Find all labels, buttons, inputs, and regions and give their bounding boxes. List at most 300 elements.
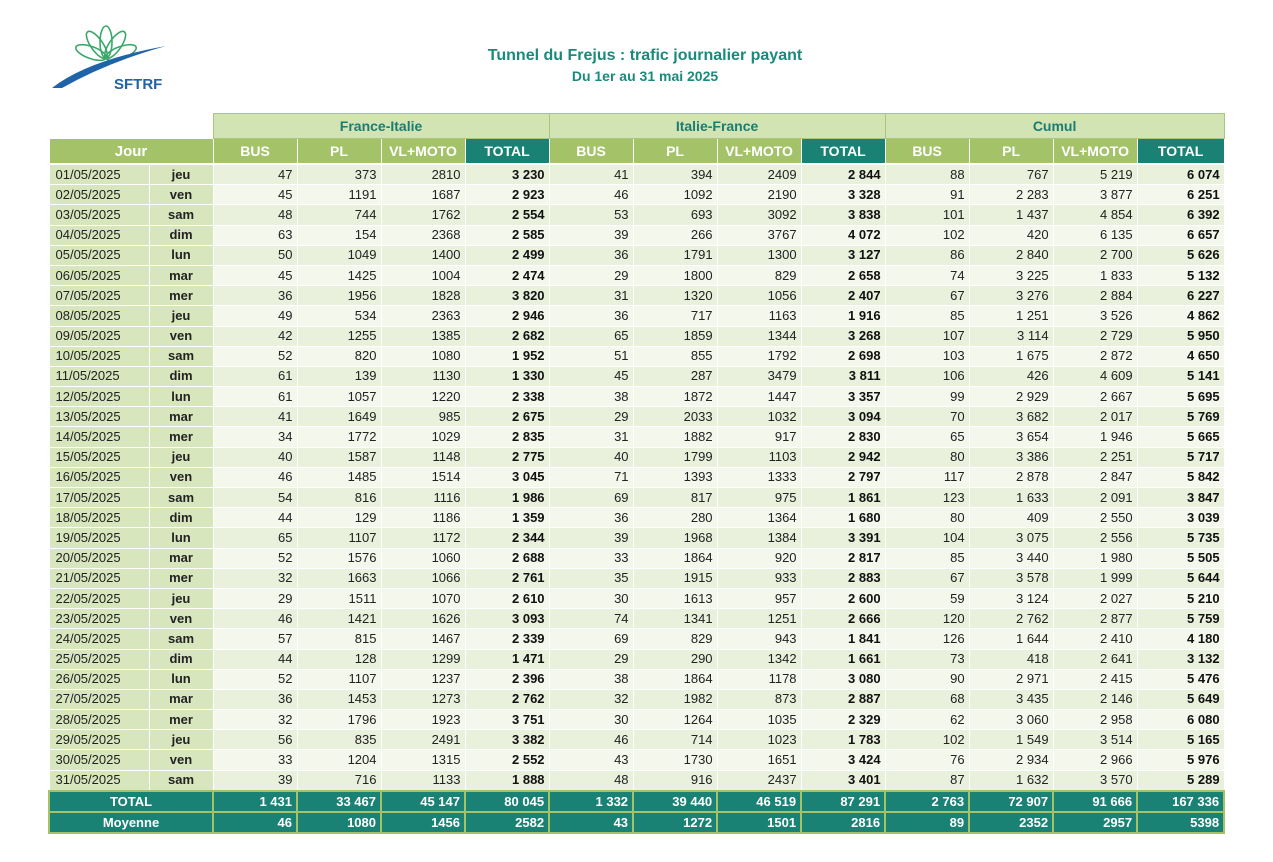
- date-cell: 29/05/2025: [49, 730, 149, 750]
- bus-cell: 32: [213, 710, 297, 730]
- total-cell: 5 476: [1137, 669, 1224, 689]
- pl-cell: 2 762: [969, 609, 1053, 629]
- total-cell: 2 844: [801, 164, 885, 185]
- pl-cell: 2033: [633, 407, 717, 427]
- vl-moto-cell: 3479: [717, 366, 801, 386]
- weekday-cell: mar: [149, 265, 213, 285]
- pl-cell: 3 114: [969, 326, 1053, 346]
- date-cell: 30/05/2025: [49, 750, 149, 770]
- bus-cell: 30: [549, 588, 633, 608]
- total-cell: 5 665: [1137, 427, 1224, 447]
- date-cell: 22/05/2025: [49, 588, 149, 608]
- weekday-cell: dim: [149, 508, 213, 528]
- bus-cell: 71: [549, 467, 633, 487]
- vl-moto-cell: 1056: [717, 286, 801, 306]
- average-cell: 2957: [1053, 812, 1137, 833]
- bus-cell: 70: [885, 407, 969, 427]
- total-cell: 3 132: [1137, 649, 1224, 669]
- header-vl-moto: VL+MOTO: [1053, 139, 1137, 165]
- group-italie-france: Italie-France: [549, 114, 885, 139]
- vl-moto-cell: 1080: [381, 346, 465, 366]
- total-cell: 5 289: [1137, 770, 1224, 791]
- date-cell: 01/05/2025: [49, 164, 149, 185]
- vl-moto-cell: 1467: [381, 629, 465, 649]
- total-cell: 5 626: [1137, 245, 1224, 265]
- bus-cell: 45: [549, 366, 633, 386]
- total-cell: 2 923: [465, 185, 549, 205]
- date-cell: 07/05/2025: [49, 286, 149, 306]
- traffic-table: [48, 113, 1225, 834]
- total-cell: 2 474: [465, 265, 549, 285]
- total-cell: 3 357: [801, 387, 885, 407]
- vl-moto-cell: 1687: [381, 185, 465, 205]
- pl-cell: 1587: [297, 447, 381, 467]
- total-cell: 1 471: [465, 649, 549, 669]
- date-cell: 28/05/2025: [49, 710, 149, 730]
- total-cell: 6 251: [1137, 185, 1224, 205]
- vl-moto-cell: 2 556: [1053, 528, 1137, 548]
- weekday-cell: jeu: [149, 164, 213, 185]
- vl-moto-cell: 1060: [381, 548, 465, 568]
- total-cell: 3 811: [801, 366, 885, 386]
- bus-cell: 80: [885, 447, 969, 467]
- total-cell: 6 227: [1137, 286, 1224, 306]
- vl-moto-cell: 2 872: [1053, 346, 1137, 366]
- pl-cell: 1956: [297, 286, 381, 306]
- pl-cell: 1663: [297, 568, 381, 588]
- pl-cell: 1191: [297, 185, 381, 205]
- total-cell: 87 291: [801, 791, 885, 812]
- bus-cell: 34: [213, 427, 297, 447]
- total-cell: 1 861: [801, 488, 885, 508]
- bus-cell: 45: [213, 265, 297, 285]
- bus-cell: 76: [885, 750, 969, 770]
- pl-cell: 420: [969, 225, 1053, 245]
- table-row: [49, 205, 1224, 225]
- date-cell: 26/05/2025: [49, 669, 149, 689]
- table-row: [49, 286, 1224, 306]
- total-cell: 3 391: [801, 528, 885, 548]
- weekday-cell: dim: [149, 366, 213, 386]
- pl-cell: 3 435: [969, 689, 1053, 709]
- total-cell: 2 942: [801, 447, 885, 467]
- pl-cell: 1 549: [969, 730, 1053, 750]
- bus-cell: 65: [549, 326, 633, 346]
- pl-cell: 3 075: [969, 528, 1053, 548]
- table-row: [49, 265, 1224, 285]
- vl-moto-cell: 3 514: [1053, 730, 1137, 750]
- total-cell: 2 817: [801, 548, 885, 568]
- bus-cell: 33: [549, 548, 633, 568]
- pl-cell: 129: [297, 508, 381, 528]
- vl-moto-cell: 1029: [381, 427, 465, 447]
- bus-cell: 65: [885, 427, 969, 447]
- total-cell: 3 230: [465, 164, 549, 185]
- pl-cell: 394: [633, 164, 717, 185]
- weekday-cell: ven: [149, 185, 213, 205]
- pl-cell: 2 934: [969, 750, 1053, 770]
- pl-cell: 1772: [297, 427, 381, 447]
- pl-cell: 373: [297, 164, 381, 185]
- table-row: [49, 689, 1224, 709]
- vl-moto-cell: 2 966: [1053, 750, 1137, 770]
- weekday-cell: ven: [149, 609, 213, 629]
- bus-cell: 101: [885, 205, 969, 225]
- pl-cell: 280: [633, 508, 717, 528]
- bus-cell: 42: [213, 326, 297, 346]
- vl-moto-cell: 1004: [381, 265, 465, 285]
- pl-cell: 815: [297, 629, 381, 649]
- pl-cell: 693: [633, 205, 717, 225]
- pl-cell: 816: [297, 488, 381, 508]
- vl-moto-cell: 1023: [717, 730, 801, 750]
- vl-moto-cell: 1133: [381, 770, 465, 791]
- weekday-cell: dim: [149, 225, 213, 245]
- table-body: [49, 164, 1224, 791]
- bus-cell: 40: [213, 447, 297, 467]
- bus-cell: 36: [549, 508, 633, 528]
- total-cell: 3 127: [801, 245, 885, 265]
- total-cell: 2 585: [465, 225, 549, 245]
- vl-moto-cell: 2 729: [1053, 326, 1137, 346]
- pl-cell: 266: [633, 225, 717, 245]
- total-cell: 2 761: [465, 568, 549, 588]
- weekday-cell: sam: [149, 770, 213, 791]
- vl-moto-cell: 1385: [381, 326, 465, 346]
- total-cell: 1 332: [549, 791, 633, 812]
- bus-cell: 54: [213, 488, 297, 508]
- total-cell: 2 763: [885, 791, 969, 812]
- vl-moto-cell: 1300: [717, 245, 801, 265]
- total-cell: 167 336: [1137, 791, 1224, 812]
- pl-cell: 2 971: [969, 669, 1053, 689]
- total-cell: 5 759: [1137, 609, 1224, 629]
- table-row: [49, 609, 1224, 629]
- vl-moto-cell: 2 884: [1053, 286, 1137, 306]
- total-cell: 2 887: [801, 689, 885, 709]
- weekday-cell: ven: [149, 750, 213, 770]
- bus-cell: 43: [549, 750, 633, 770]
- bus-cell: 52: [213, 346, 297, 366]
- pl-cell: 1511: [297, 588, 381, 608]
- sftrf-logo: [48, 20, 173, 95]
- vl-moto-cell: 1299: [381, 649, 465, 669]
- bus-cell: 29: [549, 649, 633, 669]
- weekday-cell: jeu: [149, 588, 213, 608]
- bus-cell: 52: [213, 669, 297, 689]
- vl-moto-cell: 3 877: [1053, 185, 1137, 205]
- bus-cell: 68: [885, 689, 969, 709]
- pl-cell: 1 675: [969, 346, 1053, 366]
- bus-cell: 102: [885, 225, 969, 245]
- total-cell: 5 210: [1137, 588, 1224, 608]
- bus-cell: 57: [213, 629, 297, 649]
- vl-moto-cell: 1626: [381, 609, 465, 629]
- vl-moto-cell: 2 958: [1053, 710, 1137, 730]
- vl-moto-cell: 1220: [381, 387, 465, 407]
- bus-cell: 99: [885, 387, 969, 407]
- pl-cell: 3 386: [969, 447, 1053, 467]
- vl-moto-cell: 1651: [717, 750, 801, 770]
- bus-cell: 123: [885, 488, 969, 508]
- bus-cell: 90: [885, 669, 969, 689]
- table-row: [49, 407, 1224, 427]
- weekday-cell: sam: [149, 629, 213, 649]
- total-cell: 3 094: [801, 407, 885, 427]
- bus-cell: 29: [213, 588, 297, 608]
- pl-cell: 290: [633, 649, 717, 669]
- average-cell: 1501: [717, 812, 801, 833]
- total-cell: 1 986: [465, 488, 549, 508]
- pl-cell: 1204: [297, 750, 381, 770]
- pl-cell: 128: [297, 649, 381, 669]
- pl-cell: 154: [297, 225, 381, 245]
- vl-moto-cell: 1032: [717, 407, 801, 427]
- vl-moto-cell: 2 091: [1053, 488, 1137, 508]
- bus-cell: 38: [549, 387, 633, 407]
- vl-moto-cell: 1148: [381, 447, 465, 467]
- total-cell: 39 440: [633, 791, 717, 812]
- table-row: [49, 245, 1224, 265]
- vl-moto-cell: 1130: [381, 366, 465, 386]
- table-row: [49, 467, 1224, 487]
- total-cell: 2 554: [465, 205, 549, 225]
- total-cell: 5 735: [1137, 528, 1224, 548]
- pl-cell: 1882: [633, 427, 717, 447]
- date-cell: 09/05/2025: [49, 326, 149, 346]
- weekday-cell: mer: [149, 710, 213, 730]
- vl-moto-cell: 2 146: [1053, 689, 1137, 709]
- vl-moto-cell: 1400: [381, 245, 465, 265]
- total-cell: 91 666: [1053, 791, 1137, 812]
- average-cell: 5398: [1137, 812, 1224, 833]
- bus-cell: 29: [549, 407, 633, 427]
- pl-cell: 3 682: [969, 407, 1053, 427]
- pl-cell: 534: [297, 306, 381, 326]
- bus-cell: 31: [549, 286, 633, 306]
- total-cell: 2 883: [801, 568, 885, 588]
- weekday-cell: jeu: [149, 447, 213, 467]
- average-cell: 89: [885, 812, 969, 833]
- vl-moto-cell: 5 219: [1053, 164, 1137, 185]
- total-cell: 3 045: [465, 467, 549, 487]
- total-cell: 6 080: [1137, 710, 1224, 730]
- total-cell: 1 359: [465, 508, 549, 528]
- bus-cell: 65: [213, 528, 297, 548]
- total-cell: 1 841: [801, 629, 885, 649]
- pl-cell: 716: [297, 770, 381, 791]
- total-cell: 6 657: [1137, 225, 1224, 245]
- total-cell: 5 644: [1137, 568, 1224, 588]
- pl-cell: 855: [633, 346, 717, 366]
- bus-cell: 63: [213, 225, 297, 245]
- date-cell: 12/05/2025: [49, 387, 149, 407]
- pl-cell: 426: [969, 366, 1053, 386]
- weekday-cell: sam: [149, 205, 213, 225]
- date-cell: 21/05/2025: [49, 568, 149, 588]
- total-cell: 5 165: [1137, 730, 1224, 750]
- total-cell: 3 093: [465, 609, 549, 629]
- pl-cell: 1 251: [969, 306, 1053, 326]
- pl-cell: 1649: [297, 407, 381, 427]
- vl-moto-cell: 2810: [381, 164, 465, 185]
- average-row: [49, 812, 1224, 833]
- vl-moto-cell: 1 946: [1053, 427, 1137, 447]
- table-row: [49, 447, 1224, 467]
- total-cell: 5 132: [1137, 265, 1224, 285]
- table-row: [49, 225, 1224, 245]
- pl-cell: 829: [633, 629, 717, 649]
- bus-cell: 36: [213, 286, 297, 306]
- pl-cell: 3 225: [969, 265, 1053, 285]
- vl-moto-cell: 1384: [717, 528, 801, 548]
- vl-moto-cell: 1273: [381, 689, 465, 709]
- vl-moto-cell: 3767: [717, 225, 801, 245]
- bus-cell: 35: [549, 568, 633, 588]
- bus-cell: 103: [885, 346, 969, 366]
- vl-moto-cell: 2 027: [1053, 588, 1137, 608]
- pl-cell: 1 633: [969, 488, 1053, 508]
- total-cell: 3 039: [1137, 508, 1224, 528]
- column-header-row: [49, 139, 1224, 165]
- bus-cell: 107: [885, 326, 969, 346]
- date-cell: 02/05/2025: [49, 185, 149, 205]
- date-cell: 17/05/2025: [49, 488, 149, 508]
- bus-cell: 69: [549, 629, 633, 649]
- table-row: [49, 508, 1224, 528]
- total-cell: 5 769: [1137, 407, 1224, 427]
- page-subtitle: Du 1er au 31 mai 2025: [571, 68, 719, 84]
- table-row: [49, 185, 1224, 205]
- vl-moto-cell: 933: [717, 568, 801, 588]
- vl-moto-cell: 2363: [381, 306, 465, 326]
- pl-cell: 1982: [633, 689, 717, 709]
- pl-cell: 767: [969, 164, 1053, 185]
- header-pl: PL: [297, 139, 381, 165]
- bus-cell: 30: [549, 710, 633, 730]
- bus-cell: 102: [885, 730, 969, 750]
- table-row: [49, 387, 1224, 407]
- header-total: TOTAL: [465, 139, 549, 165]
- bus-cell: 31: [549, 427, 633, 447]
- date-cell: 20/05/2025: [49, 548, 149, 568]
- vl-moto-cell: 1178: [717, 669, 801, 689]
- table-row: [49, 164, 1224, 185]
- total-cell: 5 141: [1137, 366, 1224, 386]
- total-cell: 5 695: [1137, 387, 1224, 407]
- total-label: TOTAL: [49, 791, 213, 812]
- total-cell: 3 820: [465, 286, 549, 306]
- pl-cell: 1915: [633, 568, 717, 588]
- pl-cell: 3 276: [969, 286, 1053, 306]
- total-cell: 2 600: [801, 588, 885, 608]
- vl-moto-cell: 1 999: [1053, 568, 1137, 588]
- total-cell: 46 519: [717, 791, 801, 812]
- average-cell: 1456: [381, 812, 465, 833]
- vl-moto-cell: 3092: [717, 205, 801, 225]
- weekday-cell: ven: [149, 326, 213, 346]
- vl-moto-cell: 1035: [717, 710, 801, 730]
- average-cell: 43: [549, 812, 633, 833]
- group-cumul: Cumul: [885, 114, 1224, 139]
- pl-cell: 1092: [633, 185, 717, 205]
- bus-cell: 46: [549, 730, 633, 750]
- vl-moto-cell: 4 854: [1053, 205, 1137, 225]
- weekday-cell: mer: [149, 568, 213, 588]
- header: [380, 46, 910, 86]
- pl-cell: 418: [969, 649, 1053, 669]
- table-row: [49, 326, 1224, 346]
- pl-cell: 1800: [633, 265, 717, 285]
- pl-cell: 1057: [297, 387, 381, 407]
- total-cell: 2 762: [465, 689, 549, 709]
- header-pl: PL: [633, 139, 717, 165]
- vl-moto-cell: 943: [717, 629, 801, 649]
- total-cell: 1 661: [801, 649, 885, 669]
- total-cell: 6 392: [1137, 205, 1224, 225]
- table-row: [49, 588, 1224, 608]
- total-cell: 3 382: [465, 730, 549, 750]
- total-cell: 3 424: [801, 750, 885, 770]
- total-cell: 3 080: [801, 669, 885, 689]
- vl-moto-cell: 2 700: [1053, 245, 1137, 265]
- vl-moto-cell: 1186: [381, 508, 465, 528]
- bus-cell: 36: [213, 689, 297, 709]
- bus-cell: 67: [885, 568, 969, 588]
- header-bus: BUS: [213, 139, 297, 165]
- group-france-italie: France-Italie: [213, 114, 549, 139]
- header-vl-moto: VL+MOTO: [717, 139, 801, 165]
- weekday-cell: mar: [149, 407, 213, 427]
- bus-cell: 62: [885, 710, 969, 730]
- table-row: [49, 346, 1224, 366]
- pl-cell: 409: [969, 508, 1053, 528]
- total-cell: 5 717: [1137, 447, 1224, 467]
- table-row: [49, 548, 1224, 568]
- vl-moto-cell: 1237: [381, 669, 465, 689]
- total-cell: 2 682: [465, 326, 549, 346]
- bus-cell: 56: [213, 730, 297, 750]
- total-cell: 2 698: [801, 346, 885, 366]
- date-cell: 23/05/2025: [49, 609, 149, 629]
- header-pl: PL: [969, 139, 1053, 165]
- pl-cell: 1 644: [969, 629, 1053, 649]
- bus-cell: 46: [213, 609, 297, 629]
- vl-moto-cell: 2 415: [1053, 669, 1137, 689]
- date-cell: 27/05/2025: [49, 689, 149, 709]
- total-cell: 2 775: [465, 447, 549, 467]
- bus-cell: 117: [885, 467, 969, 487]
- total-cell: 2 658: [801, 265, 885, 285]
- page-title: Tunnel du Frejus : trafic journalier payant: [487, 47, 803, 64]
- pl-cell: 1 437: [969, 205, 1053, 225]
- vl-moto-cell: 975: [717, 488, 801, 508]
- weekday-cell: sam: [149, 346, 213, 366]
- pl-cell: 1799: [633, 447, 717, 467]
- table-row: [49, 568, 1224, 588]
- average-label: Moyenne: [49, 812, 213, 833]
- header-jour: Jour: [49, 139, 213, 165]
- vl-moto-cell: 920: [717, 548, 801, 568]
- bus-cell: 85: [885, 306, 969, 326]
- vl-moto-cell: 957: [717, 588, 801, 608]
- pl-cell: 1613: [633, 588, 717, 608]
- weekday-cell: jeu: [149, 306, 213, 326]
- bus-cell: 120: [885, 609, 969, 629]
- pl-cell: 744: [297, 205, 381, 225]
- pl-cell: 3 060: [969, 710, 1053, 730]
- bus-cell: 33: [213, 750, 297, 770]
